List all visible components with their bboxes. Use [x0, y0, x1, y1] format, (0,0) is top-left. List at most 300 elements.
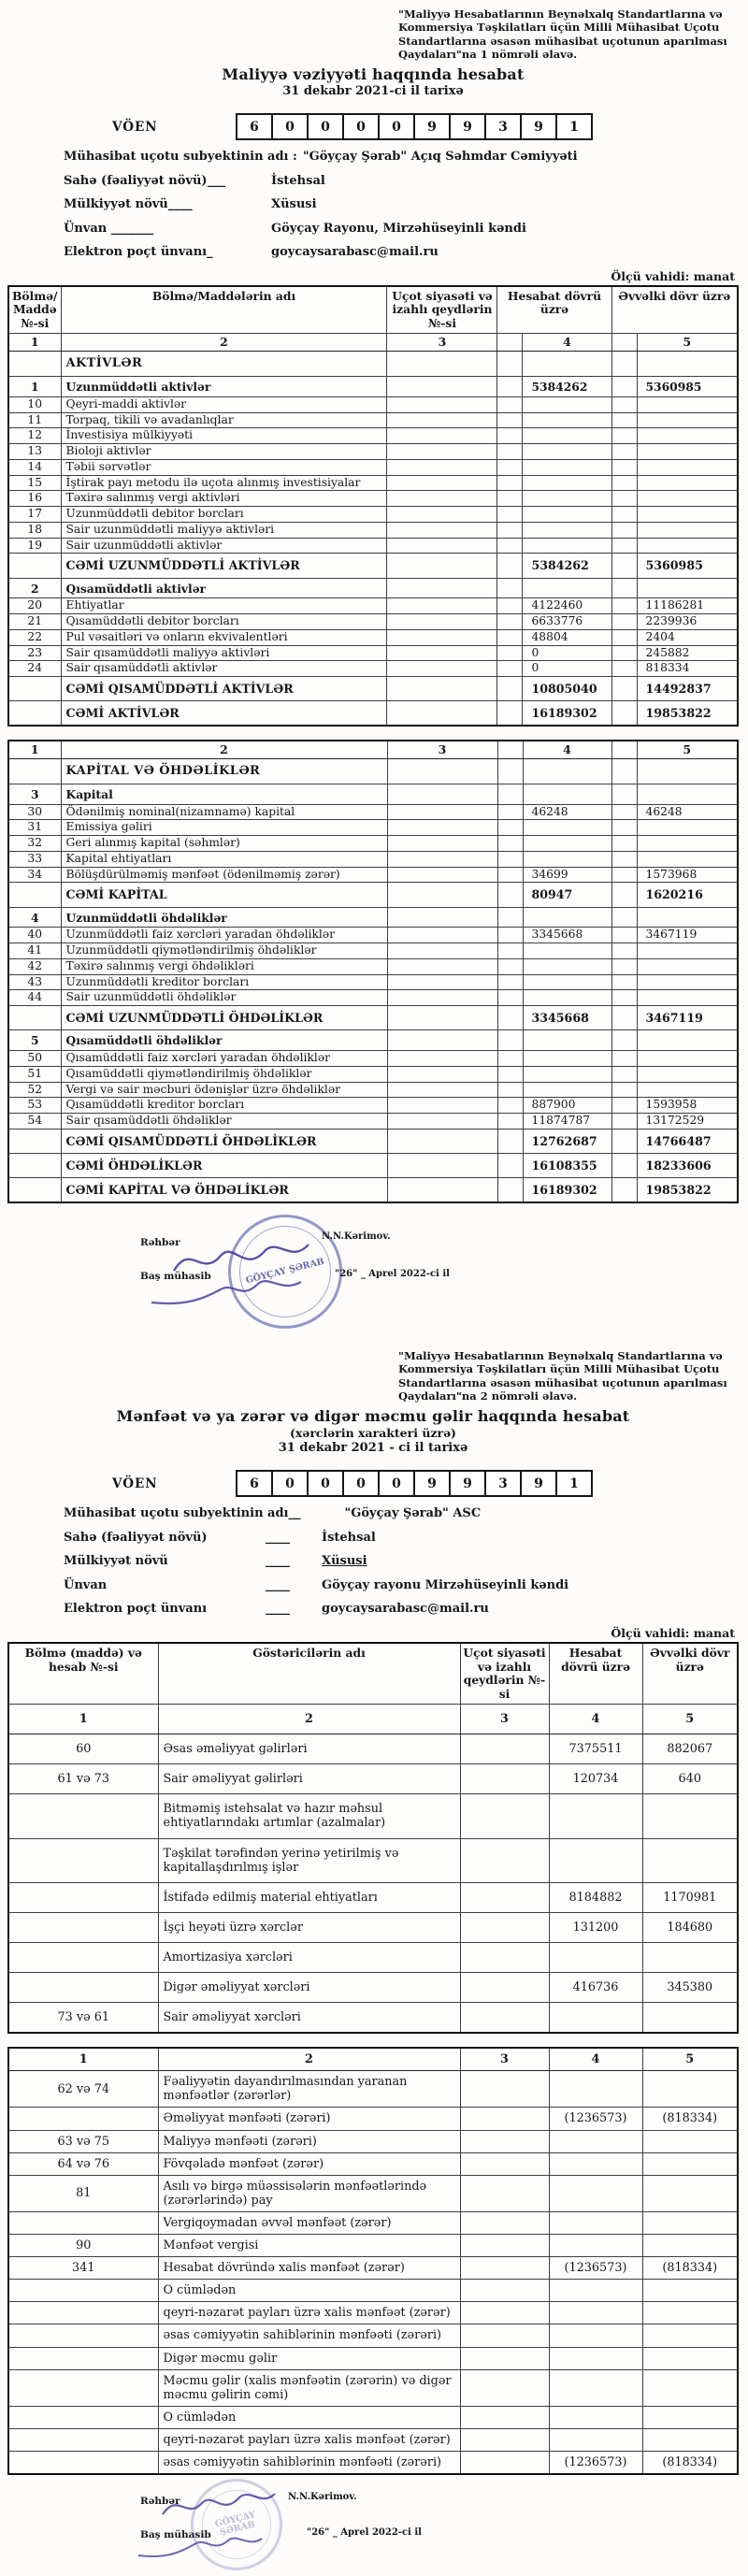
table-row [8, 1973, 738, 2003]
director-name: N.N.Kərimov. [288, 2492, 357, 2503]
row-cell [387, 491, 497, 507]
row-value [523, 958, 611, 974]
row-label: CƏMİ UZUNMÜDDƏTLİ ÖHDƏLİKLƏR [61, 1006, 387, 1030]
row-cell [387, 1006, 497, 1030]
row-cell: 33 [8, 851, 61, 867]
table-row [8, 928, 738, 943]
row-value [637, 1030, 738, 1051]
row-value [642, 2428, 738, 2451]
field-value: İstehsal [271, 173, 325, 188]
field-ownership [64, 197, 739, 212]
row-value [523, 1082, 611, 1098]
col-number: 5 [637, 334, 738, 352]
row-cell [460, 2302, 549, 2324]
row-value: (818334) [642, 2257, 738, 2280]
row-cell: 30 [8, 804, 61, 820]
row-cell [497, 958, 523, 974]
row-cell: 90 [8, 2235, 158, 2257]
row-label: Vergiqoymadan əvvəl mənfəət (zərər) [158, 2211, 460, 2234]
row-cell: 81 [8, 2175, 158, 2211]
row-label: Əsas əməliyyat gəlirləri [158, 1734, 460, 1764]
row-value: 184680 [642, 1912, 738, 1942]
table-row [8, 1794, 738, 1838]
row-label: əsas cəmiyyətin sahiblərinin mənfəəti (zərəri) [158, 2324, 460, 2347]
field-label: Sahə (fəaliyyət növü)___ [64, 173, 226, 188]
row-cell [611, 614, 637, 630]
row-cell [497, 883, 523, 907]
row-cell: 60 [8, 1734, 158, 1764]
voen-label: VÖEN [112, 1475, 158, 1491]
row-cell [611, 444, 637, 460]
row-cell [387, 759, 497, 784]
row-cell [497, 629, 523, 645]
row-label: Qısamüddətli kreditor borcları [61, 1098, 387, 1114]
row-cell [497, 1006, 523, 1030]
row-cell [497, 851, 523, 867]
row-value: 5360985 [637, 554, 738, 578]
row-label: Uzunmüddətli öhdəliklər [61, 907, 387, 928]
table-row [8, 2211, 738, 2234]
row-label: əsas cəmiyyətin sahiblərinin mənfəəti (zərəri) [158, 2451, 460, 2474]
profit-loss-continued-table [7, 2047, 739, 2475]
row-cell: 16 [8, 491, 61, 507]
row-cell [497, 1153, 523, 1177]
row-value: 640 [642, 1764, 738, 1794]
row-cell [611, 507, 637, 523]
voen-digit: 3 [484, 113, 522, 140]
row-value: (818334) [642, 2451, 738, 2474]
row-cell [8, 759, 61, 784]
table-row [8, 554, 738, 578]
row-cell [387, 1178, 497, 1203]
row-label: Sair uzunmüddətli maliyyə aktivləri [61, 522, 387, 538]
row-label: Sair qısamüddətli aktivlər [61, 661, 387, 677]
row-label: Uzunmüddətli debitor borcları [61, 507, 387, 523]
form2-profit-table-wrap [7, 2047, 739, 2475]
table-row [8, 974, 738, 990]
field-ownership [64, 1554, 739, 1569]
voen-digit: 6 [236, 1470, 273, 1497]
table-row [8, 598, 738, 614]
table-row [8, 701, 738, 727]
row-cell [8, 1129, 61, 1153]
row-label: Kapital [61, 784, 387, 804]
row-label: CƏMİ QISAMÜDDƏTLİ ÖHDƏLİKLƏR [61, 1129, 387, 1153]
row-cell [387, 507, 497, 523]
row-value [637, 1066, 738, 1082]
row-cell [497, 1030, 523, 1051]
row-value [549, 1942, 642, 1972]
row-cell [460, 2369, 549, 2406]
field-value: Xüsusi [322, 1554, 367, 1569]
row-cell [611, 836, 637, 852]
row-label: Pul vəsaitləri və onların ekvivalentləri [61, 629, 387, 645]
row-cell: 13 [8, 444, 61, 460]
field-label: Ünvan [64, 1577, 108, 1592]
voen-digit: 0 [271, 1470, 309, 1497]
row-value: 1593958 [637, 1098, 738, 1114]
row-cell [611, 928, 637, 943]
row-cell [497, 1082, 523, 1098]
row-value: 3467119 [637, 1006, 738, 1030]
row-cell: 53 [8, 1098, 61, 1114]
row-value: (1236573) [549, 2108, 642, 2130]
voen-digit: 0 [342, 113, 380, 140]
row-cell: 73 və 61 [8, 2003, 158, 2034]
row-label: İşçi heyəti üzrə xərclər [158, 1912, 460, 1942]
field-label: Elektron poçt ünvanı [64, 1602, 208, 1617]
row-cell [460, 2152, 549, 2175]
table-row [8, 1114, 738, 1130]
col-number: 1 [8, 1705, 158, 1734]
row-cell: 20 [8, 598, 61, 614]
row-value: 80947 [523, 883, 611, 907]
table-row [8, 2108, 738, 2130]
row-cell [497, 1114, 523, 1130]
stamp-text: GÖYÇAY ŞƏRAB [244, 1256, 325, 1287]
row-cell [497, 1051, 523, 1067]
row-label: Sair qısamüddətli öhdəliklər [61, 1114, 387, 1130]
row-cell [460, 2280, 549, 2302]
row-cell [497, 943, 523, 959]
row-cell [497, 820, 523, 836]
row-cell [8, 2451, 158, 2474]
row-cell [387, 851, 497, 867]
row-cell [8, 883, 61, 907]
row-label: Vergi və sair məcburi ödənişlər üzrə öhdəliklər [61, 1082, 387, 1098]
row-label: CƏMİ ÖHDƏLİKLƏR [61, 1153, 387, 1177]
form1-equity-liabilities-table-wrap [7, 740, 739, 1203]
row-value [549, 2428, 642, 2451]
row-cell [497, 578, 523, 598]
field-address [64, 222, 739, 237]
row-cell: 21 [8, 614, 61, 630]
voen-digit: 0 [307, 1470, 344, 1497]
row-value: 48804 [523, 629, 611, 645]
row-cell [460, 2211, 549, 2234]
row-cell: 41 [8, 943, 61, 959]
row-value [523, 851, 611, 867]
voen-digit: 0 [307, 113, 344, 140]
row-label: Digər əməliyyat xərcləri [158, 1973, 460, 2003]
row-cell [387, 1129, 497, 1153]
row-cell [8, 1006, 61, 1030]
form2-unit-note: Ölçü vahidi: manat [611, 1626, 735, 1641]
field-value: goycaysarabasc@mail.ru [271, 245, 439, 260]
row-cell [8, 677, 61, 701]
row-cell: 24 [8, 661, 61, 677]
row-cell [387, 444, 497, 460]
row-cell [8, 1838, 158, 1882]
row-cell: 31 [8, 820, 61, 836]
row-cell: 10 [8, 396, 61, 412]
col-header-item-name: Bölmə/Maddələrin adı [61, 286, 387, 334]
row-cell [611, 867, 637, 883]
column-number-row [8, 2048, 738, 2071]
row-cell [497, 538, 523, 554]
row-value: 2239936 [637, 614, 738, 630]
row-value [523, 1051, 611, 1067]
row-value: 7375511 [549, 1734, 642, 1764]
row-cell: 50 [8, 1051, 61, 1067]
table-row [8, 2280, 738, 2302]
row-cell [611, 701, 637, 727]
table-row [8, 645, 738, 661]
row-value: (1236573) [549, 2257, 642, 2280]
col-number: 1 [8, 741, 61, 759]
row-cell [387, 990, 497, 1006]
row-value [549, 2280, 642, 2302]
column-number-row [8, 334, 738, 352]
table-row [8, 990, 738, 1006]
row-value [523, 578, 611, 598]
row-cell: 19 [8, 538, 61, 554]
row-cell [611, 554, 637, 578]
table-header-row [8, 1643, 738, 1705]
report-sign-date: "26" _ Aprel 2022-ci il [335, 1269, 450, 1280]
row-label: CƏMİ UZUNMÜDDƏTLİ AKTİVLƏR [61, 554, 387, 578]
row-value: 16108355 [523, 1153, 611, 1177]
row-cell: 62 və 74 [8, 2071, 158, 2108]
row-value [523, 412, 611, 428]
row-cell [611, 428, 637, 444]
row-cell [387, 475, 497, 491]
row-value [642, 2369, 738, 2406]
col-number: 4 [549, 2048, 642, 2071]
row-cell [497, 412, 523, 428]
voen-digit: 9 [520, 1470, 557, 1497]
row-value [549, 2347, 642, 2369]
table-row [8, 2406, 738, 2428]
row-cell [611, 883, 637, 907]
row-label: Sair uzunmüddətli öhdəliklər [61, 990, 387, 1006]
row-value [642, 2175, 738, 2211]
row-cell [460, 1734, 549, 1764]
col-number: 4 [523, 334, 611, 352]
director-role-label: Rəhbər [140, 1237, 180, 1249]
row-cell: 34 [8, 867, 61, 883]
row-value [637, 907, 738, 928]
form2-subtitle: (xərclərin xarakteri üzrə) [290, 1426, 456, 1441]
row-cell [8, 1153, 61, 1177]
col-number: 4 [523, 741, 611, 759]
row-cell [497, 701, 523, 727]
field-value: Göyçay Rayonu, Mirzəhüseyinli kəndi [271, 221, 526, 236]
row-value: 131200 [549, 1912, 642, 1942]
row-label: Sair uzunmüddətli aktivlər [61, 538, 387, 554]
row-label: Bölüşdürülməmiş mənfəət (ödənilməmiş zərər) [61, 867, 387, 883]
col-header-section-no: Bölmə/ Maddə №-si [8, 286, 61, 334]
row-value [523, 396, 611, 412]
company-stamp-icon [191, 2479, 282, 2570]
row-cell [611, 598, 637, 614]
form2-entity-fields [64, 1506, 739, 1617]
form2-regulation-annotation: "Maliyyə Hesabatlarının Beynəlxalq Standartlarına və Kommersiya Təşkilatları üçün Milli Mühasibat Uçotu Standartlarına əsasən mühasibat uçotunun aparılması Qaydaları"na 2 nömrəli əlavə. [398, 1349, 727, 1403]
row-cell [611, 1082, 637, 1098]
row-label: Fövqəladə mənfəət (zərər) [158, 2152, 460, 2175]
row-cell: 5 [8, 1030, 61, 1051]
table-row [8, 1942, 738, 1972]
row-value [637, 475, 738, 491]
row-cell: 52 [8, 1082, 61, 1098]
row-value [642, 1942, 738, 1972]
field-value: "Göyçay Şərab" ASC [344, 1506, 482, 1521]
row-cell: 18 [8, 522, 61, 538]
form2-title: Mənfəət və ya zərər və digər məcmu gəlir haqqında hesabat [116, 1407, 630, 1426]
row-value: 3467119 [637, 928, 738, 943]
row-value [642, 2324, 738, 2347]
row-label: Təxirə salınmış vergi öhdəlikləri [61, 958, 387, 974]
row-cell [611, 1178, 637, 1203]
row-cell [611, 1030, 637, 1051]
row-label: Qısamüddətli öhdəliklər [61, 1030, 387, 1051]
row-label: KAPİTAL VƏ ÖHDƏLİKLƏR [61, 759, 387, 784]
row-cell [8, 2406, 158, 2428]
col-number: 2 [61, 741, 387, 759]
row-cell [611, 1098, 637, 1114]
row-cell [460, 2071, 549, 2108]
assets-table-body [8, 352, 738, 726]
row-cell [497, 475, 523, 491]
row-value [549, 2211, 642, 2234]
table-row [8, 459, 738, 475]
table-row [8, 943, 738, 959]
row-cell [387, 784, 497, 804]
row-cell [497, 459, 523, 475]
form1-entity-fields [64, 150, 739, 260]
form1-assets-table-wrap [7, 285, 739, 727]
row-value [637, 352, 738, 377]
row-cell [8, 2108, 158, 2130]
row-value [642, 2302, 738, 2324]
row-cell [387, 614, 497, 630]
row-cell [611, 645, 637, 661]
row-cell [611, 459, 637, 475]
row-value: 6633776 [523, 614, 611, 630]
row-label: Uzunmüddətli aktivlər [61, 377, 387, 397]
table-row [8, 1082, 738, 1098]
row-cell [387, 907, 497, 928]
row-label: İstifadə edilmiş material ehtiyatları [158, 1882, 460, 1912]
row-value [637, 990, 738, 1006]
row-value [549, 2302, 642, 2324]
voen-digit: 0 [378, 1470, 415, 1497]
row-label: Qısamüddətli debitor borcları [61, 614, 387, 630]
table-row [8, 444, 738, 460]
row-value [637, 507, 738, 523]
row-label: Kapital ehtiyatları [61, 851, 387, 867]
col-number: 2 [158, 1705, 460, 1734]
row-label: Maliyyə mənfəəti (zərəri) [158, 2130, 460, 2152]
row-value: 16189302 [523, 1178, 611, 1203]
row-value: 1170981 [642, 1882, 738, 1912]
row-value [523, 907, 611, 928]
row-label: Digər məcmu gəlir [158, 2347, 460, 2369]
row-cell [387, 578, 497, 598]
row-value: 1620216 [637, 883, 738, 907]
row-cell [611, 629, 637, 645]
row-value [523, 459, 611, 475]
table-header-row [8, 286, 738, 334]
income-table-body [8, 1734, 738, 2034]
row-value: 2404 [637, 629, 738, 645]
director-role-label: Rəhbər [140, 2496, 180, 2508]
row-cell [497, 804, 523, 820]
row-cell [611, 1153, 637, 1177]
row-value: (1236573) [549, 2451, 642, 2474]
table-row [8, 784, 738, 804]
table-row [8, 377, 738, 397]
form2-income-table-wrap [7, 1642, 739, 2034]
row-value: 18233606 [637, 1153, 738, 1177]
row-value [637, 459, 738, 475]
row-value [637, 396, 738, 412]
row-cell [460, 1838, 549, 1882]
field-value: İstehsal [322, 1530, 376, 1545]
row-cell [387, 428, 497, 444]
row-cell: 2 [8, 578, 61, 598]
row-value [523, 507, 611, 523]
row-cell [387, 396, 497, 412]
row-cell [497, 836, 523, 852]
row-value [642, 1838, 738, 1882]
row-cell [387, 661, 497, 677]
row-value: 4122460 [523, 598, 611, 614]
row-label: Torpaq, tikili və avadanlıqlar [61, 412, 387, 428]
form1-signature-block [7, 1211, 739, 1347]
table-row [8, 522, 738, 538]
row-label: Qısamüddətli aktivlər [61, 578, 387, 598]
row-cell [387, 1098, 497, 1114]
row-cell [387, 377, 497, 397]
report-sign-date: "26" _ Aprel 2022-ci il [307, 2527, 422, 2539]
row-cell [460, 1973, 549, 2003]
field-entity-name [64, 1506, 739, 1521]
row-cell: 43 [8, 974, 61, 990]
voen-digit: 1 [555, 113, 593, 140]
row-value [523, 820, 611, 836]
row-cell [611, 943, 637, 959]
row-cell [460, 2428, 549, 2451]
field-activity [64, 174, 739, 189]
table-row [8, 820, 738, 836]
row-value [637, 412, 738, 428]
table-row [8, 2235, 738, 2257]
table-row [8, 661, 738, 677]
row-cell [497, 554, 523, 578]
row-value [637, 958, 738, 974]
chief-accountant-role-label: Baş mühasib [140, 2529, 211, 2541]
col-number: 3 [387, 741, 497, 759]
table-row [8, 1764, 738, 1794]
row-cell [8, 1178, 61, 1203]
row-cell [497, 1129, 523, 1153]
row-value [642, 2406, 738, 2428]
row-cell [611, 412, 637, 428]
column-number-row [8, 1705, 738, 1734]
row-cell [611, 784, 637, 804]
field-label: Mülkiyyət növü [64, 1554, 168, 1569]
col-number-spacer [497, 741, 523, 759]
row-label: Məcmu gəlir (xalis mənfəətin (zərərin) və digər məcmu gəlirin cəmi) [158, 2369, 460, 2406]
row-value [549, 1838, 642, 1882]
row-cell [460, 2175, 549, 2211]
row-label: Təxirə salınmış vergi aktivləri [61, 491, 387, 507]
row-cell [8, 1973, 158, 2003]
row-value: 19853822 [637, 1178, 738, 1203]
row-value [549, 2130, 642, 2152]
row-cell [387, 538, 497, 554]
